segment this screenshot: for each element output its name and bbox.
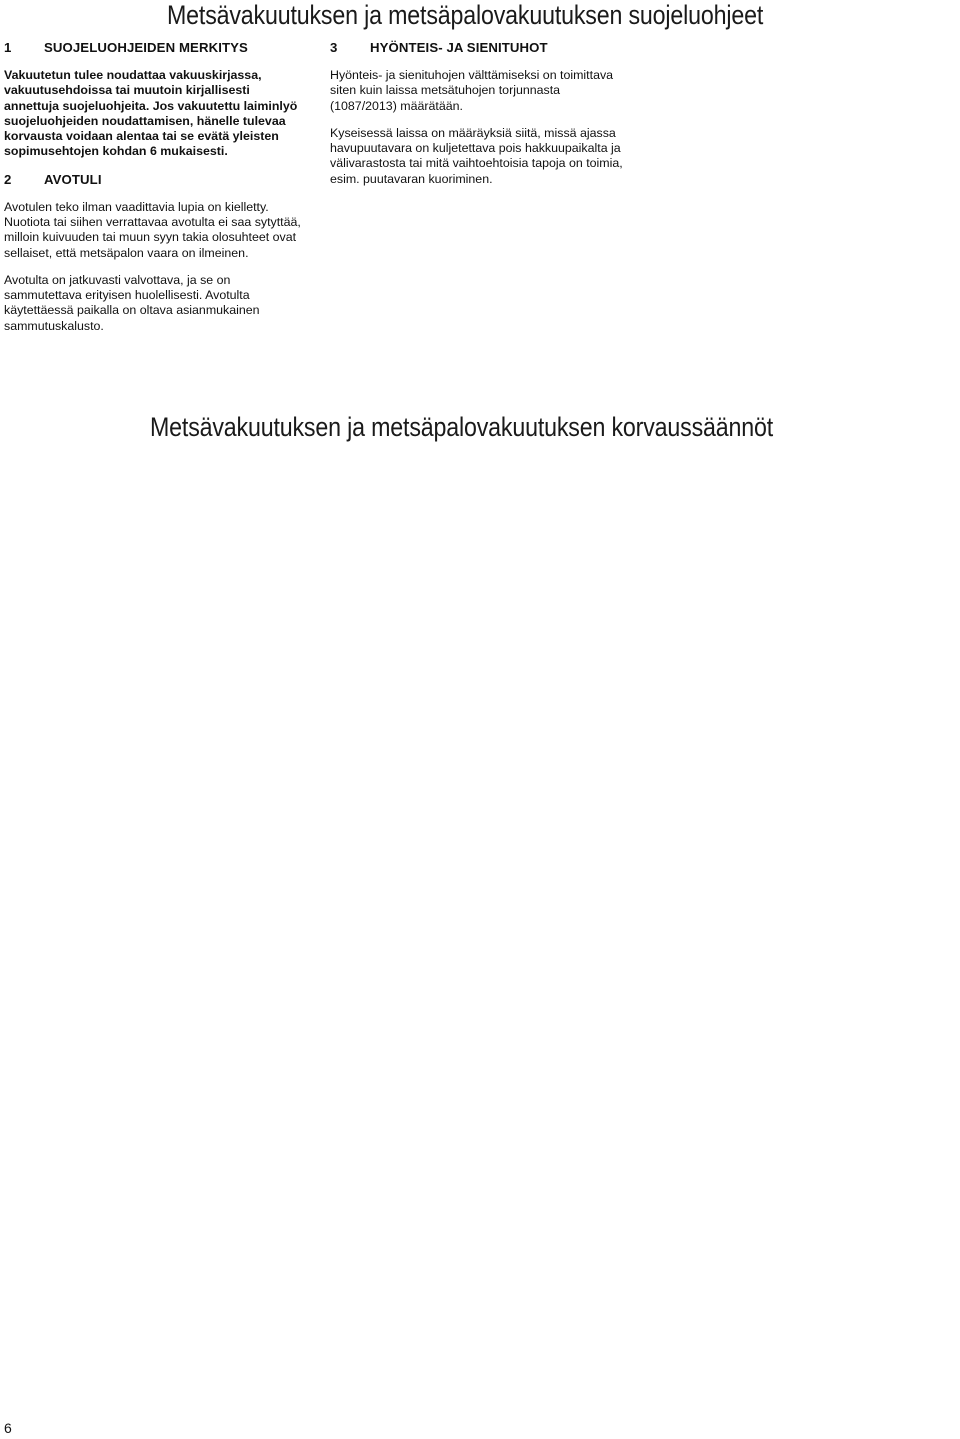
page-number: 6 — [4, 1420, 12, 1436]
top-column-1 — [4, 40, 304, 346]
page-title: Metsävakuutuksen ja metsäpalovakuutuksen korvaussäännöt — [150, 412, 774, 442]
paragraph: Kyseisessä laissa on määräyksiä siitä, missä ajassa havupuutavara on kuljetettava pois hakkuupaikalta ja välivarastosta tai mitä vaihtoehtoisia tapoja on toimia, esim. puutavaran kuoriminen. — [330, 125, 623, 186]
top-column-2 — [330, 40, 630, 199]
section-heading: 1 SUOJELUOHJEIDEN MERKITYS — [4, 40, 248, 55]
paragraph: Vakuutetun tulee noudattaa vakuuskirjassa, vakuutusehdoissa tai muutoin kirjallisesti annettuja suojeluohjeita. Jos vakuutettu laiminlyö suojeluohjeiden noudattamisen, hänelle tulevaa korvausta voidaan alentaa tai se evätä yleisten sopimusehtojen kohdan 6 mukaisesti. — [4, 68, 298, 159]
paragraph: Hyönteis- ja sienituhojen välttämiseksi on toimittava siten kuin laissa metsätuhojen torjunnasta (1087/2013) määrätään. — [330, 68, 614, 113]
paragraph: Avotulen teko ilman vaadittavia lupia on kielletty. Nuotiota tai siihen verrattavaa avotulta ei saa sytyttää, milloin kuivuuden tai muun syyn takia olosuhteet ovat sellaiset, että metsäpalon vaara on ilmeinen. — [4, 199, 301, 260]
page-title: Metsävakuutuksen ja metsäpalovakuutuksen suojeluohjeet — [167, 0, 764, 30]
paragraph: Avotulta on jatkuvasti valvottava, ja se on sammutettava erityisen huolellisesti. Avotulta käytettäessä paikalla on oltava asianmukainen sammutuskalusto. — [4, 272, 260, 333]
section-heading: 3 HYÖNTEIS- JA SIENITUHOT — [330, 40, 548, 55]
section-heading: 2 AVOTULI — [4, 171, 102, 187]
